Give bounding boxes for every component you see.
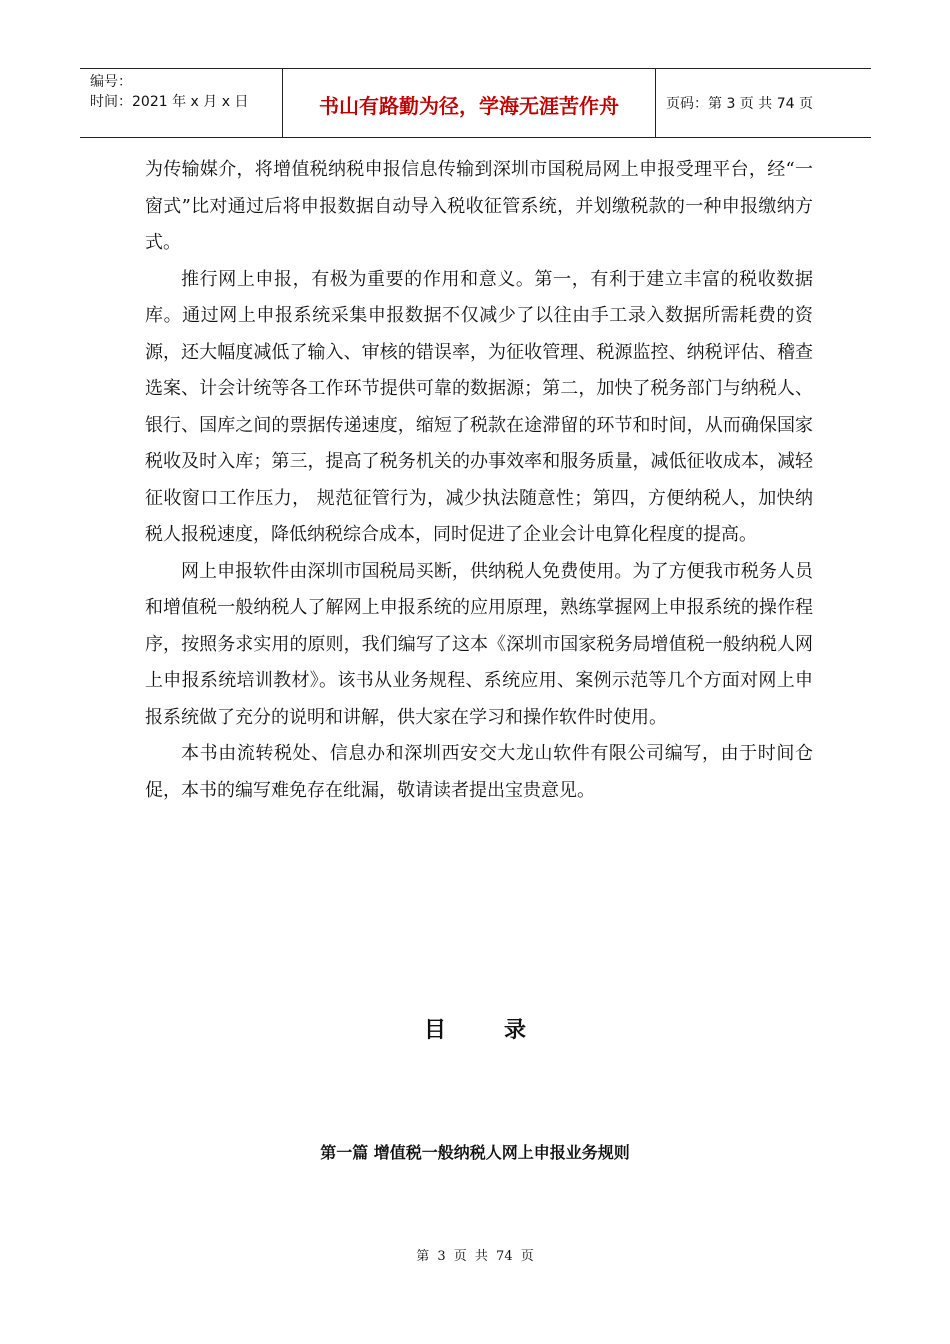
header-page-info: 页码：第 3 页 共 74 页 — [666, 96, 813, 112]
paragraph-software: 网上申报软件由深圳市国税局买断，供纳税人免费使用。为了方便我市税务人员和增值税一般纳税人了解网上申报系统的应用原理，熟练掌握网上申报系统的操作程序，按照务求实用的原则，我们编写了这本《深圳市国家税务局增值税一般纳税人网上申报系统培训教材》。该书从业务规程、系统应用、案例示范等几个方面对网上申报系统做了充分的说明和讲解，供大家在学习和操作软件时使用。 — [145, 560, 813, 728]
paragraph-continuation: 为传输媒介，将增值税纳税申报信息传输到深圳市国税局网上申报受理平台，经“一窗式”比对通过后将申报数据自动导入税收征管系统，并划缴税款的一种申报缴纳方式。 — [145, 159, 813, 253]
document-number-label: 编号： — [90, 74, 132, 90]
part-one-title: 第一篇 增值税一般纳税人网上申报业务规则 — [320, 1143, 630, 1162]
body-text — [145, 152, 813, 809]
page-footer: 第 3 页 共 74 页 — [416, 1249, 534, 1264]
page-header — [80, 68, 871, 138]
document-time-label: 时间：2021 年 x 月 x 日 — [90, 94, 249, 110]
paragraph-significance: 推行网上申报，有极为重要的作用和意义。第一，有利于建立丰富的税收数据库。通过网上申报系统采集申报数据不仅减少了以往由手工录入数据所需耗费的资源，还大幅度减低了输入、审核的错误率，为征收管理、税源监控、纳税评估、稽查选案、计会计统等各工作环节提供可靠的数据源；第二，加快了税务部门与纳税人、银行、国库之间的票据传递速度，缩短了税款在途滞留的环节和时间，从而确保国家税收及时入库；第三，提高了税务机关的办事效率和服务质量，减低征收成本，减轻征收窗口工作压力， 规范征管行为，减少执法随意性；第四，方便纳税人，加快纳税人报税速度，降低纳税综合成本，同时促进了企业会计电算化程度的提高。 — [145, 268, 813, 545]
header-motto: 书山有路勤为径，学海无涯苦作舟 — [283, 69, 656, 137]
paragraph-authors: 本书由流转税处、信息办和深圳西安交大龙山软件有限公司编写，由于时间仓促，本书的编写难免存在纰漏，敬请读者提出宝贵意见。 — [145, 743, 813, 801]
toc-title: 目录 — [423, 1018, 584, 1043]
header-left-cell — [80, 69, 283, 137]
